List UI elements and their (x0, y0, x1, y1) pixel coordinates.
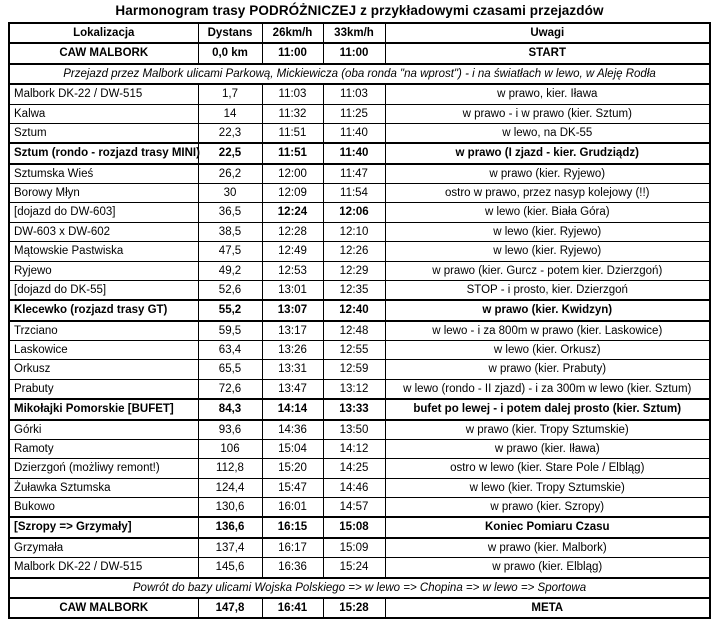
notes-cell: w prawo (kier. Ryjewo) (385, 164, 710, 184)
location-cell: Malbork DK-22 / DW-515 (9, 558, 198, 578)
distance-cell: 36,5 (198, 203, 262, 222)
notes-cell: w prawo (kier. Elbląg) (385, 558, 710, 578)
location-cell: Bukowo (9, 498, 198, 518)
time-33kmh-cell: 11:25 (323, 104, 385, 123)
distance-cell: 93,6 (198, 420, 262, 440)
distance-cell: 55,2 (198, 300, 262, 320)
location-cell: Ramoty (9, 439, 198, 458)
table-row (9, 184, 710, 203)
location-cell: Sztum (rondo - rozjazd trasy MINI) (9, 143, 198, 163)
time-26kmh-cell: 12:49 (262, 242, 323, 261)
table-row (9, 360, 710, 379)
notes-cell: ostro w lewo (kier. Stare Pole / Elbląg) (385, 459, 710, 478)
time-33kmh-cell: 12:10 (323, 222, 385, 241)
table-row (9, 498, 710, 518)
location-cell: CAW MALBORK (9, 43, 198, 63)
notes-cell: w prawo (kier. Malbork) (385, 538, 710, 558)
time-33kmh-cell: 12:59 (323, 360, 385, 379)
distance-cell: 65,5 (198, 360, 262, 379)
distance-cell: 22,3 (198, 123, 262, 143)
location-cell: Mątowskie Pastwiska (9, 242, 198, 261)
time-33kmh-cell: 12:48 (323, 321, 385, 341)
time-33kmh-cell: 14:57 (323, 498, 385, 518)
location-cell: Prabuty (9, 379, 198, 399)
distance-cell: 59,5 (198, 321, 262, 341)
notes-cell: w lewo (kier. Ryjewo) (385, 222, 710, 241)
time-33kmh-cell: 14:25 (323, 459, 385, 478)
table-row (9, 558, 710, 578)
time-26kmh-cell: 12:53 (262, 261, 323, 280)
distance-cell: 49,2 (198, 261, 262, 280)
table-row (9, 341, 710, 360)
notes-cell: w prawo - i w prawo (kier. Sztum) (385, 104, 710, 123)
distance-cell: 0,0 km (198, 43, 262, 63)
time-26kmh-cell: 11:03 (262, 84, 323, 104)
page-title: Harmonogram trasy PODRÓŻNICZEJ z przykładowymi czasami przejazdów (115, 3, 604, 18)
time-33kmh-cell: 11:00 (323, 43, 385, 63)
time-26kmh-cell: 11:51 (262, 123, 323, 143)
notes-cell: w prawo (kier. Prabuty) (385, 360, 710, 379)
distance-cell: 1,7 (198, 84, 262, 104)
time-33kmh-cell: 12:55 (323, 341, 385, 360)
time-33kmh-cell: 11:54 (323, 184, 385, 203)
table-row (9, 517, 710, 537)
distance-cell: 130,6 (198, 498, 262, 518)
location-cell: Grzymała (9, 538, 198, 558)
table-row (9, 420, 710, 440)
notes-cell: w prawo (kier. Iława) (385, 439, 710, 458)
distance-cell: 47,5 (198, 242, 262, 261)
distance-cell: 38,5 (198, 222, 262, 241)
notes-cell: ostro w prawo, przez nasyp kolejowy (!!) (385, 184, 710, 203)
distance-cell: 14 (198, 104, 262, 123)
time-26kmh-cell: 13:31 (262, 360, 323, 379)
time-26kmh-cell: 13:17 (262, 321, 323, 341)
time-33kmh-cell: 12:40 (323, 300, 385, 320)
time-33kmh-cell: 13:33 (323, 399, 385, 419)
table-row (9, 439, 710, 458)
location-cell: [dojazd do DW-603] (9, 203, 198, 222)
location-cell: Górki (9, 420, 198, 440)
table-row (9, 459, 710, 478)
time-33kmh-cell: 14:46 (323, 478, 385, 497)
table-row (9, 123, 710, 143)
time-26kmh-cell: 11:32 (262, 104, 323, 123)
notes-cell: w prawo, kier. Iława (385, 84, 710, 104)
time-26kmh-cell: 14:36 (262, 420, 323, 440)
time-33kmh-cell: 12:06 (323, 203, 385, 222)
table-row (9, 399, 710, 419)
time-33kmh-cell: 11:40 (323, 143, 385, 163)
time-26kmh-cell: 16:17 (262, 538, 323, 558)
location-cell: Ryjewo (9, 261, 198, 280)
notes-cell: w lewo, na DK-55 (385, 123, 710, 143)
notes-cell: w lewo (kier. Ryjewo) (385, 242, 710, 261)
distance-cell: 26,2 (198, 164, 262, 184)
notes-cell: w lewo (rondo - II zjazd) - i za 300m w lewo (kier. Sztum) (385, 379, 710, 399)
time-33kmh-cell: 12:29 (323, 261, 385, 280)
table-row (9, 300, 710, 320)
notes-cell: w prawo (kier. Kwidzyn) (385, 300, 710, 320)
distance-cell: 30 (198, 184, 262, 203)
notes-cell: Koniec Pomiaru Czasu (385, 517, 710, 537)
time-26kmh-cell: 14:14 (262, 399, 323, 419)
time-26kmh-cell: 12:09 (262, 184, 323, 203)
location-cell: Laskowice (9, 341, 198, 360)
table-row (9, 478, 710, 497)
schedule-table (8, 22, 711, 619)
route-note-text: Przejazd przez Malbork ulicami Parkową, Mickiewicza (oba ronda "na wprost") - i na światłach w lewo, w Aleję Rodła (9, 64, 710, 84)
time-33kmh-cell: 15:28 (323, 598, 385, 618)
location-cell: [Szropy => Grzymały] (9, 517, 198, 537)
notes-cell: w lewo (kier. Tropy Sztumskie) (385, 478, 710, 497)
location-cell: [dojazd do DK-55] (9, 280, 198, 300)
table-row (9, 222, 710, 241)
distance-cell: 22,5 (198, 143, 262, 163)
location-cell: Żuławka Sztumska (9, 478, 198, 497)
table-row (9, 84, 710, 104)
table-row (9, 280, 710, 300)
table-row (9, 164, 710, 184)
col-header-notes: Uwagi (385, 23, 710, 43)
distance-cell: 124,4 (198, 478, 262, 497)
location-cell: Mikołajki Pomorskie [BUFET] (9, 399, 198, 419)
notes-cell: w prawo (kier. Gurcz - potem kier. Dzierzgoń) (385, 261, 710, 280)
notes-cell: w lewo (kier. Orkusz) (385, 341, 710, 360)
notes-cell: w lewo - i za 800m w prawo (kier. Laskowice) (385, 321, 710, 341)
notes-cell: META (385, 598, 710, 618)
time-26kmh-cell: 13:01 (262, 280, 323, 300)
time-26kmh-cell: 12:00 (262, 164, 323, 184)
time-33kmh-cell: 13:50 (323, 420, 385, 440)
time-26kmh-cell: 12:24 (262, 203, 323, 222)
header-row (9, 23, 710, 43)
time-26kmh-cell: 15:47 (262, 478, 323, 497)
location-cell: Dzierzgoń (możliwy remont!) (9, 459, 198, 478)
location-cell: Borowy Młyn (9, 184, 198, 203)
route-note-row (9, 578, 710, 598)
time-33kmh-cell: 15:08 (323, 517, 385, 537)
time-33kmh-cell: 12:35 (323, 280, 385, 300)
time-26kmh-cell: 13:07 (262, 300, 323, 320)
table-row (9, 321, 710, 341)
table-row (9, 242, 710, 261)
table-row (9, 538, 710, 558)
location-cell: DW-603 x DW-602 (9, 222, 198, 241)
distance-cell: 72,6 (198, 379, 262, 399)
table-row (9, 379, 710, 399)
time-33kmh-cell: 13:12 (323, 379, 385, 399)
distance-cell: 52,6 (198, 280, 262, 300)
table-row (9, 43, 710, 63)
table-row (9, 104, 710, 123)
distance-cell: 136,6 (198, 517, 262, 537)
time-33kmh-cell: 11:40 (323, 123, 385, 143)
notes-cell: w prawo (kier. Szropy) (385, 498, 710, 518)
time-26kmh-cell: 12:28 (262, 222, 323, 241)
time-26kmh-cell: 11:51 (262, 143, 323, 163)
distance-cell: 106 (198, 439, 262, 458)
col-header-distance: Dystans (198, 23, 262, 43)
distance-cell: 147,8 (198, 598, 262, 618)
distance-cell: 84,3 (198, 399, 262, 419)
notes-cell: w prawo (I zjazd - kier. Grudziądz) (385, 143, 710, 163)
time-33kmh-cell: 14:12 (323, 439, 385, 458)
time-33kmh-cell: 11:47 (323, 164, 385, 184)
notes-cell: STOP - i prosto, kier. Dzierzgoń (385, 280, 710, 300)
time-26kmh-cell: 16:36 (262, 558, 323, 578)
table-row (9, 203, 710, 222)
location-cell: Kalwa (9, 104, 198, 123)
time-26kmh-cell: 11:00 (262, 43, 323, 63)
time-33kmh-cell: 11:03 (323, 84, 385, 104)
distance-cell: 112,8 (198, 459, 262, 478)
distance-cell: 137,4 (198, 538, 262, 558)
location-cell: Sztum (9, 123, 198, 143)
location-cell: Trzciano (9, 321, 198, 341)
col-header-speed-33: 33km/h (323, 23, 385, 43)
notes-cell: w lewo (kier. Biała Góra) (385, 203, 710, 222)
time-33kmh-cell: 12:26 (323, 242, 385, 261)
notes-cell: bufet po lewej - i potem dalej prosto (kier. Sztum) (385, 399, 710, 419)
table-row (9, 598, 710, 618)
location-cell: CAW MALBORK (9, 598, 198, 618)
time-33kmh-cell: 15:24 (323, 558, 385, 578)
notes-cell: w prawo (kier. Tropy Sztumskie) (385, 420, 710, 440)
distance-cell: 145,6 (198, 558, 262, 578)
col-header-speed-26: 26km/h (262, 23, 323, 43)
location-cell: Malbork DK-22 / DW-515 (9, 84, 198, 104)
time-26kmh-cell: 15:04 (262, 439, 323, 458)
time-26kmh-cell: 16:01 (262, 498, 323, 518)
route-note-text: Powrót do bazy ulicami Wojska Polskiego => w lewo => Chopina => w lewo => Sportowa (9, 578, 710, 598)
distance-cell: 63,4 (198, 341, 262, 360)
time-26kmh-cell: 16:41 (262, 598, 323, 618)
time-26kmh-cell: 13:26 (262, 341, 323, 360)
route-note-row (9, 64, 710, 84)
time-26kmh-cell: 13:47 (262, 379, 323, 399)
location-cell: Klecewko (rozjazd trasy GT) (9, 300, 198, 320)
time-26kmh-cell: 16:15 (262, 517, 323, 537)
table-row (9, 143, 710, 163)
notes-cell: START (385, 43, 710, 63)
time-33kmh-cell: 15:09 (323, 538, 385, 558)
location-cell: Orkusz (9, 360, 198, 379)
table-row (9, 261, 710, 280)
col-header-location: Lokalizacja (9, 23, 198, 43)
location-cell: Sztumska Wieś (9, 164, 198, 184)
time-26kmh-cell: 15:20 (262, 459, 323, 478)
